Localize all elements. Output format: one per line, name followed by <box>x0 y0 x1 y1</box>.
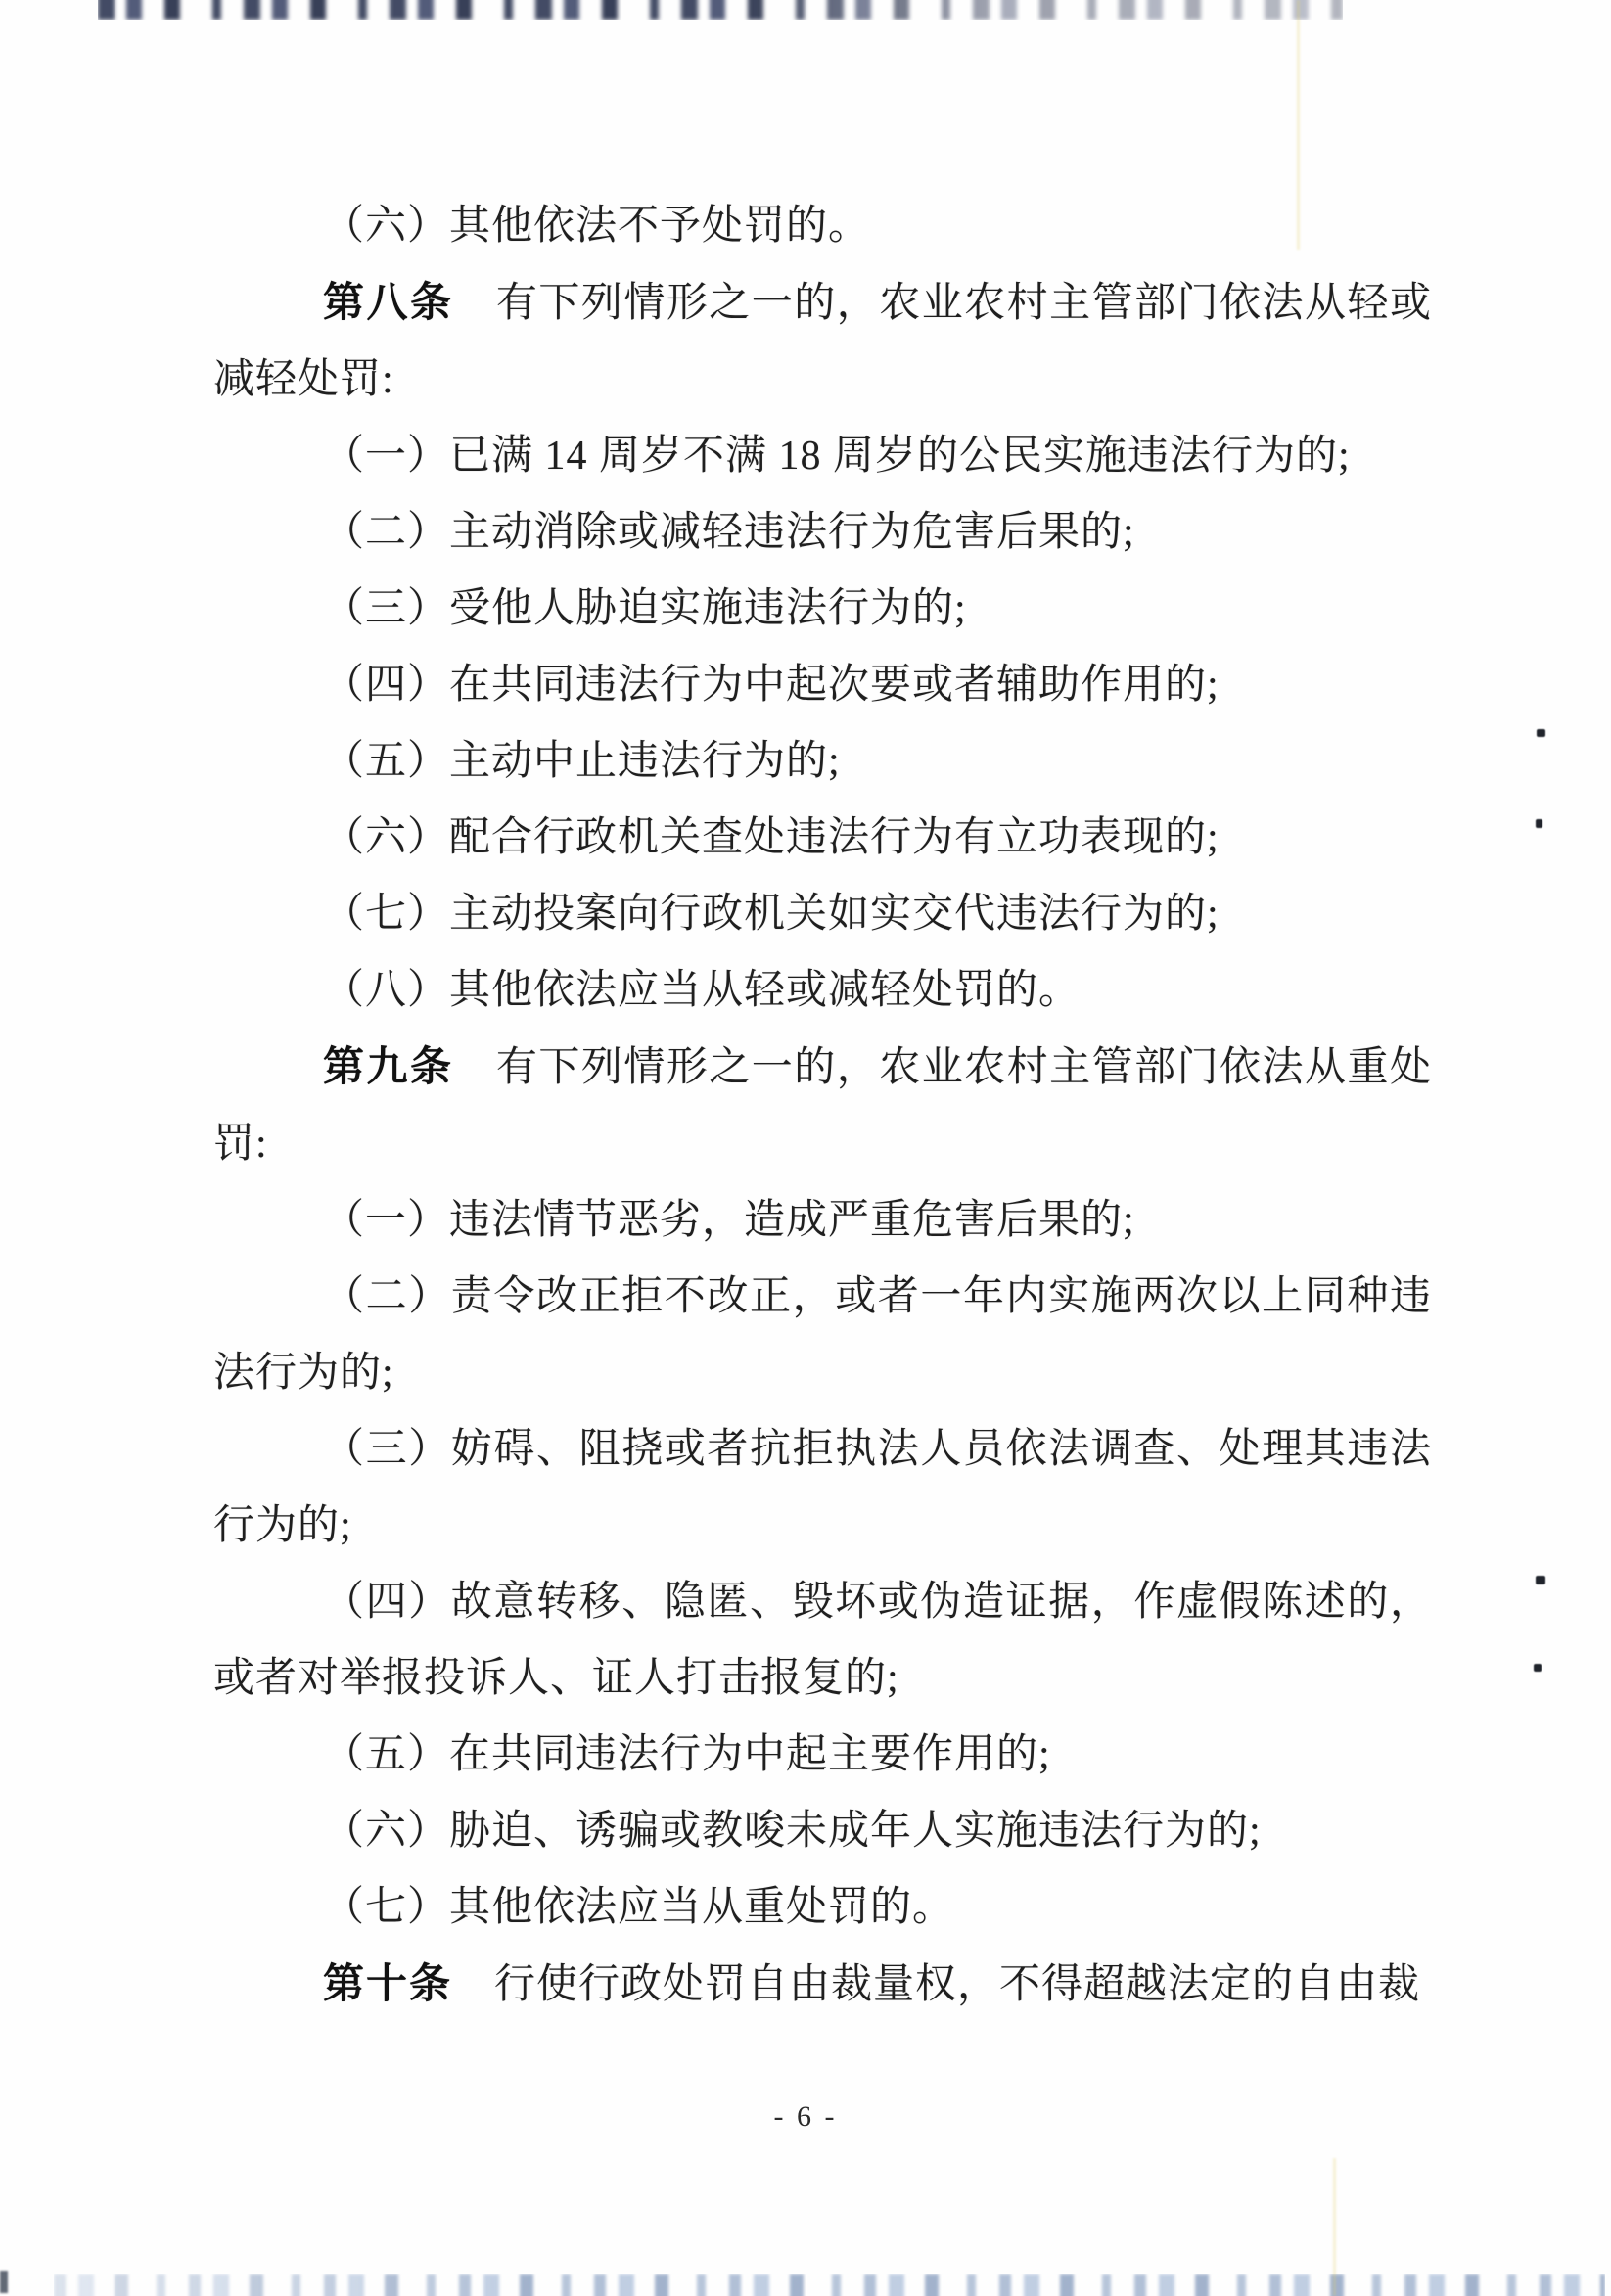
clause-item <box>213 1411 1432 1564</box>
clause-text: （三）妨碍、阻挠或者抗拒执法人员依法调查、处理其违法行为的; <box>213 1427 1432 1548</box>
clause-item <box>213 876 1432 952</box>
ink-speck <box>1537 729 1545 737</box>
clause-item <box>213 1717 1432 1793</box>
clause-text: （六）配合行政机关查处违法行为有立功表现的; <box>323 815 1220 860</box>
clause-item <box>213 418 1432 494</box>
clause-item <box>213 1259 1432 1411</box>
clause-item <box>213 723 1432 800</box>
article-paragraph <box>213 264 1432 418</box>
clause-item <box>213 188 1432 264</box>
document-text-block <box>213 188 1432 2023</box>
clause-text: （二）责令改正拒不改正，或者一年内实施两次以上同种违法行为的; <box>213 1274 1432 1396</box>
clause-text: （七）主动投案向行政机关如实交代违法行为的; <box>323 892 1220 937</box>
scan-artifact-bottom-edge <box>54 2274 1605 2296</box>
ink-speck <box>1534 1664 1542 1672</box>
clause-text: （六）其他依法不予处罚的。 <box>323 204 871 249</box>
clause-item <box>213 1869 1432 1946</box>
article-text: 有下列情形之一的，农业农村主管部门依法从轻或减轻处罚: <box>213 281 1432 402</box>
ink-speck <box>1536 1576 1545 1584</box>
article-number: 第十条 <box>323 1960 453 2006</box>
clause-item <box>213 647 1432 723</box>
clause-text: （八）其他依法应当从轻或减轻处罚的。 <box>323 968 1082 1013</box>
clause-text: （一）已满 14 周岁不满 18 周岁的公民实施违法行为的; <box>323 434 1351 479</box>
clause-item <box>213 494 1432 571</box>
article-number: 第九条 <box>323 1043 454 1089</box>
scan-corner-mark <box>0 2271 8 2293</box>
article-number: 第八条 <box>323 279 454 325</box>
clause-text: （五）主动中止违法行为的; <box>323 739 841 784</box>
clause-text: （七）其他依法应当从重处罚的。 <box>323 1885 955 1930</box>
scan-artifact-top-edge <box>98 0 1343 20</box>
clause-item <box>213 952 1432 1029</box>
clause-item <box>213 1793 1432 1869</box>
clause-text: （二）主动消除或减轻违法行为危害后果的; <box>323 510 1135 555</box>
scan-streak-bottom <box>1333 2158 1336 2296</box>
article-paragraph <box>213 1029 1432 1182</box>
ink-speck <box>1536 819 1542 828</box>
clause-text: （五）在共同违法行为中起主要作用的; <box>323 1732 1051 1777</box>
article-paragraph <box>213 1946 1432 2023</box>
clause-text: （三）受他人胁迫实施违法行为的; <box>323 586 967 631</box>
clause-text: （六）胁迫、诱骗或教唆未成年人实施违法行为的; <box>323 1809 1262 1854</box>
article-text: 行使行政处罚自由裁量权，不得超越法定的自由裁 <box>452 1962 1421 2007</box>
clause-text: （四）故意转移、隐匿、毁坏或伪造证据，作虚假陈述的，或者对举报投诉人、证人打击报复的; <box>213 1580 1432 1701</box>
page-number: - 6 - <box>773 2100 838 2133</box>
clause-item <box>213 1564 1432 1717</box>
article-text: 有下列情形之一的，农业农村主管部门依法从重处罚: <box>213 1045 1432 1167</box>
clause-text: （四）在共同违法行为中起次要或者辅助作用的; <box>323 663 1220 708</box>
clause-item <box>213 800 1432 876</box>
clause-item <box>213 571 1432 647</box>
clause-item <box>213 1182 1432 1259</box>
clause-text: （一）违法情节恶劣，造成严重危害后果的; <box>323 1198 1135 1243</box>
